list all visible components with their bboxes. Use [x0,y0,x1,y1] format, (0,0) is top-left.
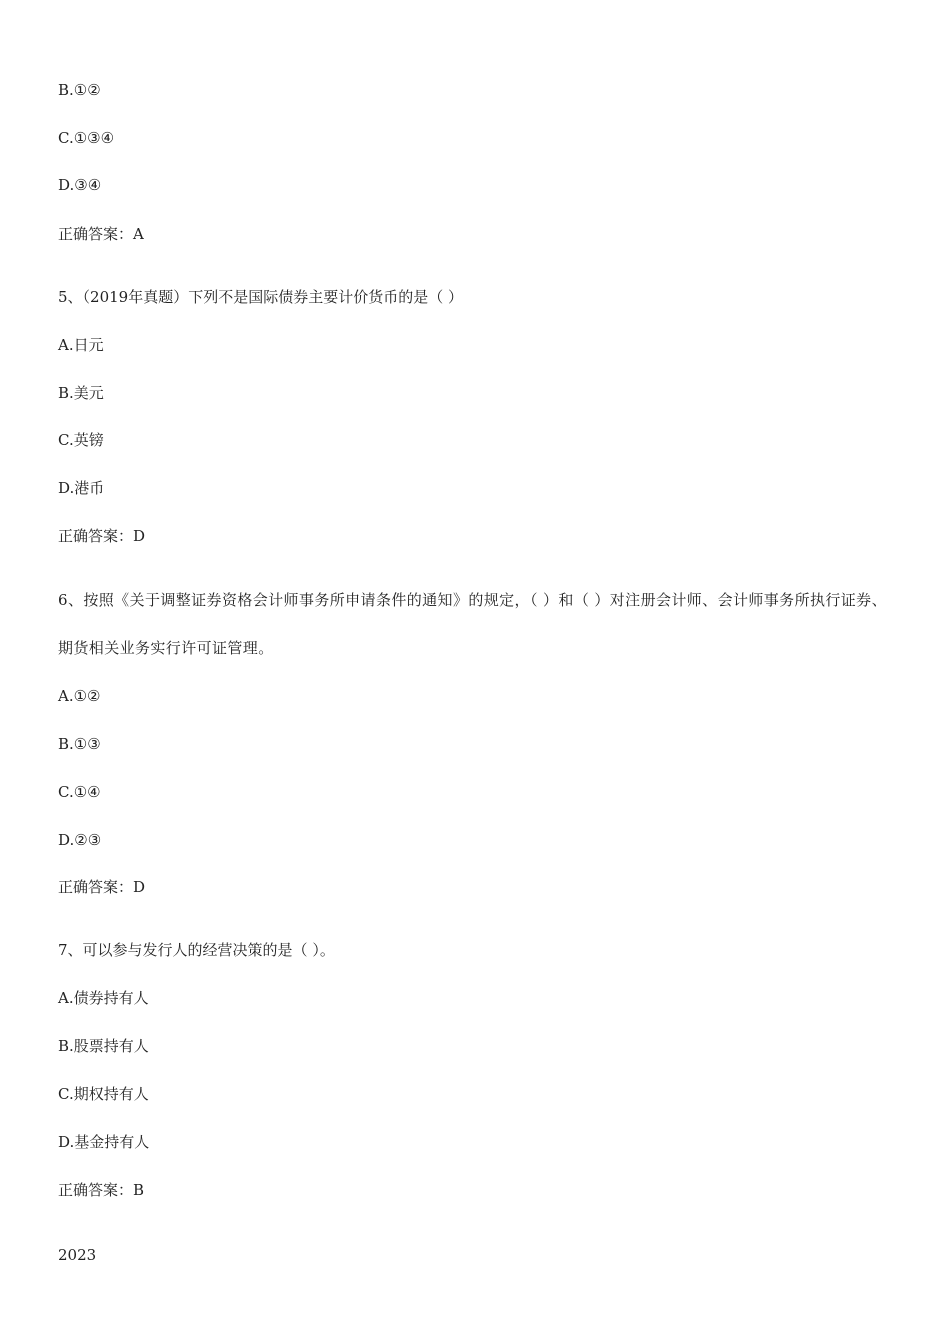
question-7-option-a: A.债券持有人 [58,989,149,1007]
question-5-option-d: D.港币 [58,479,105,497]
question-6-option-b: B.①③ [58,735,101,753]
question-5-option-b: B.美元 [58,384,104,402]
question-6-stem: 6、按照《关于调整证券资格会计师事务所申请条件的通知》的规定，（ ）和（ ）对注册会计师、会计师事务所执行证券、期货相关业务实行许可证管理。 [58,591,887,657]
question-5-stem: 5、（2019年真题）下列不是国际债券主要计价货币的是（ ） [58,288,463,306]
question-5-option-c: C.英镑 [58,431,104,449]
footer-year: 2023 [58,1246,97,1264]
question-7-answer: 正确答案：B [58,1181,145,1199]
question-6-option-a: A.①② [58,687,101,705]
option-c: C.①③④ [58,129,115,147]
question-7-option-b: B.股票持有人 [58,1037,149,1055]
question-5-answer: 正确答案：D [58,527,146,545]
question-6-answer: 正确答案：D [58,878,146,896]
option-d: D.③④ [58,176,102,194]
question-7-stem: 7、可以参与发行人的经营决策的是（ ）。 [58,941,335,959]
question-5-option-a: A.日元 [58,336,104,354]
answer-line: 正确答案：A [58,225,144,243]
question-6-option-c: C.①④ [58,783,101,801]
option-b: B.①② [58,81,101,99]
question-7-option-c: C.期权持有人 [58,1085,149,1103]
question-6-option-d: D.②③ [58,831,102,849]
question-7-option-d: D.基金持有人 [58,1133,150,1151]
